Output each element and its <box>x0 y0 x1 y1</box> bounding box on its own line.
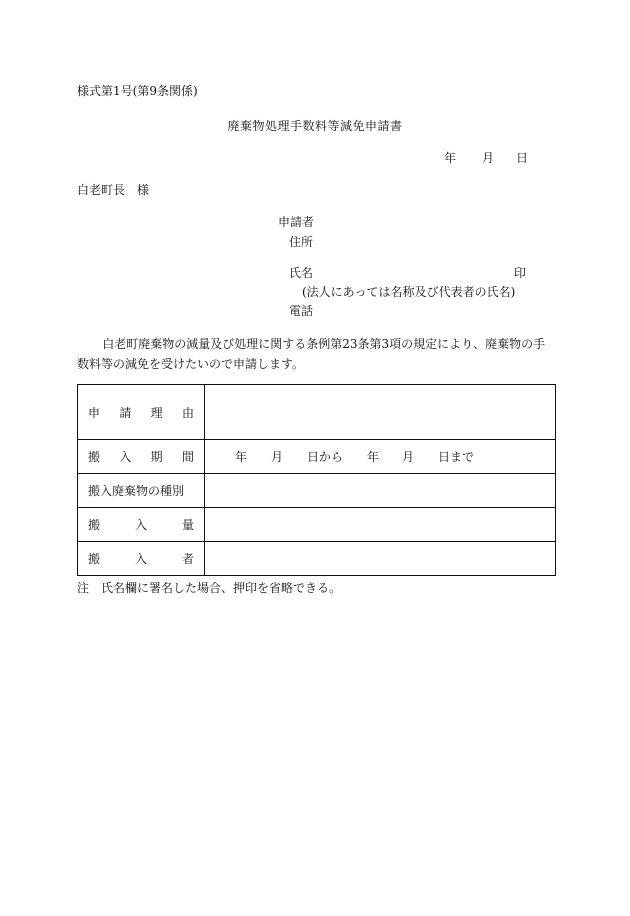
period-year-to: 年 <box>367 450 380 464</box>
waste-type-value-cell[interactable] <box>205 474 556 508</box>
application-table <box>77 384 556 576</box>
date-day: 日 <box>516 151 529 165</box>
reason-value-cell[interactable] <box>205 385 556 440</box>
waste-type-label: 搬入廃棄物の種別 <box>78 474 205 508</box>
period-label: 搬 入 期 間 <box>78 440 205 474</box>
date-year: 年 <box>444 151 457 165</box>
phone-label: 電話 <box>289 304 314 318</box>
reason-label: 申 請 理 由 <box>78 385 205 440</box>
period-day-to: 日まで <box>438 450 475 464</box>
table-row-amount <box>78 508 556 542</box>
table-row-period <box>78 440 556 474</box>
address-label: 住所 <box>289 235 314 249</box>
body-paragraph: 白老町廃棄物の減量及び処理に関する条例第23条第3項の規定により、廃棄物の手数料等の減免を受けたいので申請します。 <box>77 337 546 371</box>
form-title: 廃棄物処理手数料等減免申請書 <box>227 119 403 133</box>
seal-mark: 印 <box>514 266 527 280</box>
table-row-carrier <box>78 542 556 576</box>
amount-label: 搬 入 量 <box>78 508 205 542</box>
amount-value-cell[interactable] <box>205 508 556 542</box>
table-row-waste-type <box>78 474 556 508</box>
date-month: 月 <box>482 151 495 165</box>
carrier-value-cell[interactable] <box>205 542 556 576</box>
footnote: 注 氏名欄に署名した場合、押印を省略できる。 <box>77 581 342 595</box>
table-row-reason <box>78 385 556 440</box>
corporation-note: (法人にあっては名称及び代表者の氏名) <box>302 285 516 299</box>
carrier-label: 搬 入 者 <box>78 542 205 576</box>
period-day-from: 日から <box>307 450 344 464</box>
body-text <box>77 334 557 374</box>
period-month-from: 月 <box>271 450 284 464</box>
form-number: 様式第1号(第9条関係) <box>77 84 198 98</box>
name-label: 氏名 <box>289 266 314 280</box>
period-month-to: 月 <box>402 450 415 464</box>
applicant-label: 申請者 <box>278 215 315 229</box>
period-value-cell[interactable] <box>205 440 556 474</box>
period-year-from: 年 <box>235 450 248 464</box>
addressee: 白老町長 様 <box>77 183 150 197</box>
